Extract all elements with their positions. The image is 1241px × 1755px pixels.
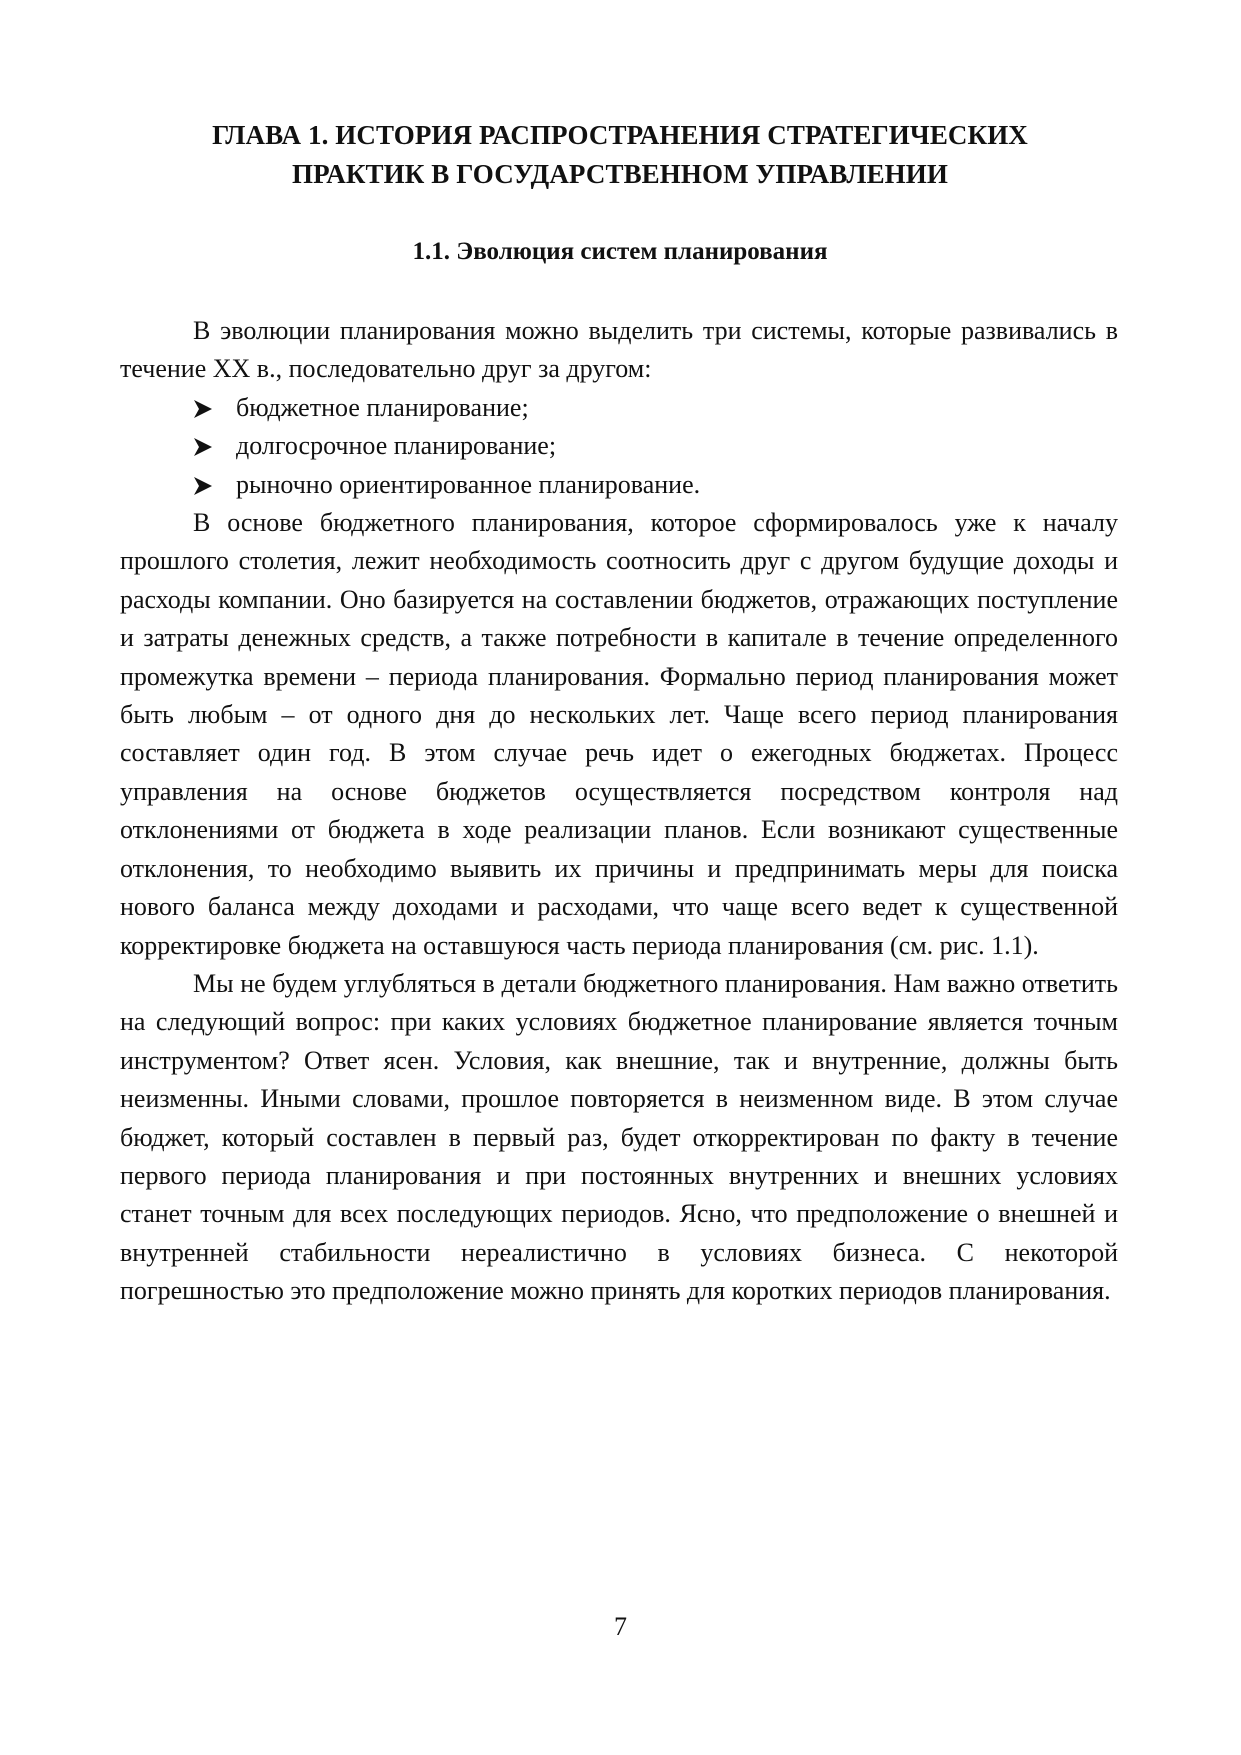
planning-systems-list [120,389,1118,504]
arrowhead-bullet-icon [193,389,219,419]
chapter-title-line-1: ГЛАВА 1. ИСТОРИЯ РАСПРОСТРАНЕНИЯ СТРАТЕГИЧЕСКИХ [212,120,1028,150]
list-item [120,466,1118,504]
list-item [120,389,1118,427]
page-number: 7 [614,1612,627,1641]
arrowhead-bullet-icon [193,427,219,457]
intro-paragraph: В эволюции планирования можно выделить три системы, которые развивались в течение XX в., последовательно друг за другом: [120,316,1118,384]
budget-accuracy-paragraph: Мы не будем углубляться в детали бюджетного планирования. Нам важно ответить на следующий вопрос: при каких условиях бюджетное планирование является точным инструментом? Ответ ясен. Условия, как внешние, так и внутренние, должны быть неизменны. Иными словами, прошлое повторяется в неизменном виде. В этом случае бюджет, который составлен в первый раз, будет откорректирован по факту в течение первого периода планирования и при постоянных внутренних и внешних условиях станет точным для всех последующих периодов. Ясно, что предположение о внешней и внутренней стабильности нереалистично в условиях бизнеса. С некоторой погрешностью это предположение можно принять для коротких периодов планирования. [120,968,1118,1306]
list-item-text: долгосрочное планирование; [236,431,557,461]
section-title: 1.1. Эволюция систем планирования [412,238,828,265]
list-item-text: бюджетное планирование; [236,392,529,422]
budget-planning-paragraph: В основе бюджетного планирования, которое сформировалось уже к началу прошлого столетия, лежит необходимость соотносить друг с другом будущие доходы и расходы компании. Оно базируется на составлении бюджетов, отражающих поступление и затраты денежных средств, а также потребности в капитале в течение определенного промежутка времени – периода планирования. Формально период планирования может быть любым – от одного дня до нескольких лет. Чаще всего период планирования составляет один год. В этом случае речь идет о ежегодных бюджетах. Процесс управления на основе бюджетов осуществляется посредством контроля над отклонениями от бюджета в ходе реализации планов. Если возникают существенные отклонения, то необходимо выявить их причины и предпринимать меры для поиска нового баланса между доходами и расходами, что чаще всего ведет к существенной корректировке бюджета на оставшуюся часть периода планирования (см. рис. 1.1). [120,508,1118,960]
chapter-title-line-2: ПРАКТИК В ГОСУДАРСТВЕННОМ УПРАВЛЕНИИ [291,159,948,189]
chapter-title [120,116,1120,194]
list-item-text: рыночно ориентированное планирование. [236,469,701,499]
body-text [120,312,1118,1311]
arrowhead-bullet-icon [193,466,219,496]
list-item [120,427,1118,465]
